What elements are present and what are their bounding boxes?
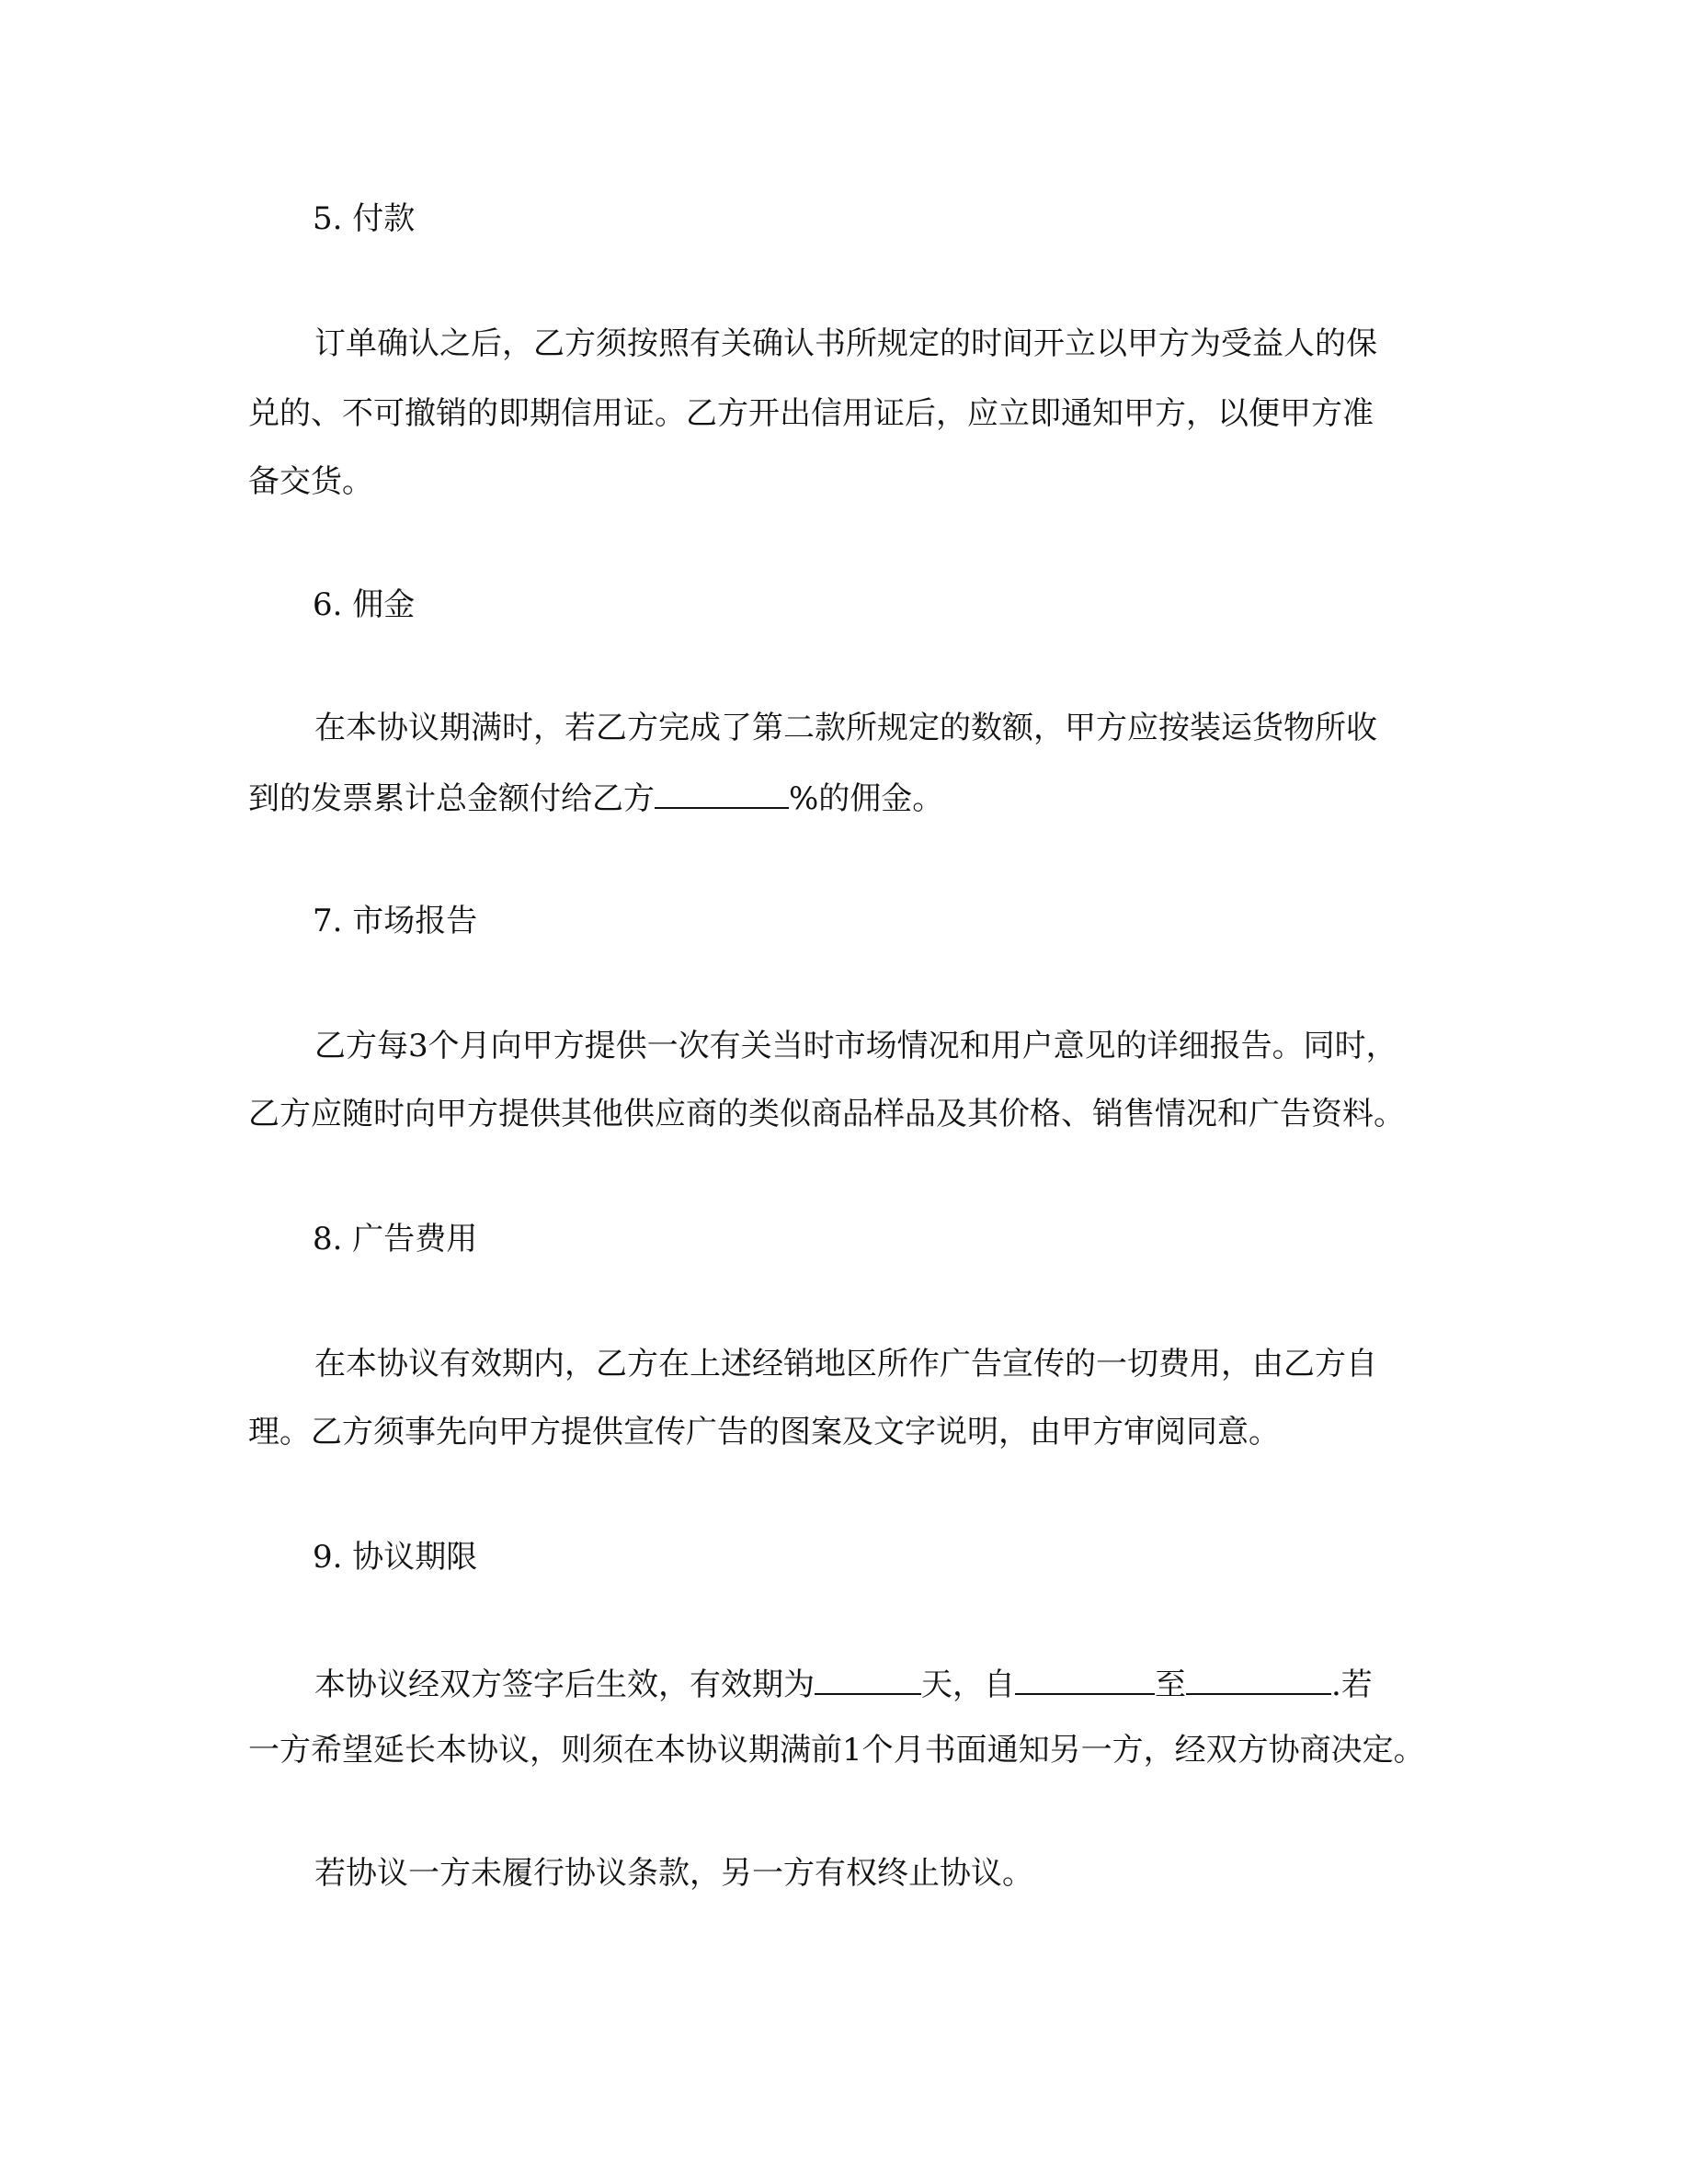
term-text-4: .若 [1331,1666,1373,1703]
advertising-paragraph-line-2: 理。乙方须事先向甲方提供宣传广告的图案及文字说明，由甲方审阅同意。 [248,1414,1280,1450]
commission-paragraph-line-1: 在本协议期满时，若乙方完成了第二款所规定的数额，甲方应按装运货物所收 [314,710,1377,746]
section-heading-term: 9. 协议期限 [313,1539,478,1575]
section-heading-payment: 5. 付款 [313,200,416,237]
commission-text-before: 到的发票累计总金额付给乙方 [248,780,655,817]
termination-paragraph: 若协议一方未履行协议条款，另一方有权终止协议。 [314,1855,1033,1892]
section-heading-commission: 6. 佣金 [313,586,416,623]
market-report-paragraph-line-2: 乙方应随时向甲方提供其他供应商的类似商品样品及其价格、销售情况和广告资料。 [248,1096,1405,1132]
term-start-date-blank [1015,1662,1155,1695]
market-report-paragraph-line-1: 乙方每3个月向甲方提供一次有关当时市场情况和用户意见的详细报告。同时， [314,1028,1397,1064]
commission-text-after: %的佣金。 [789,780,944,817]
advertising-paragraph-line-1: 在本协议有效期内，乙方在上述经销地区所作广告宣传的一切费用，由乙方自 [314,1346,1377,1382]
term-text-3: 至 [1155,1666,1186,1703]
term-end-date-blank [1186,1662,1331,1695]
term-paragraph-line-2: 一方希望延长本协议，则须在本协议期满前1个月书面通知另一方，经双方协商决定。 [248,1732,1425,1769]
payment-paragraph-line-2: 兑的、不可撤销的即期信用证。乙方开出信用证后，应立即通知甲方，以便甲方准 [248,395,1374,432]
payment-paragraph-line-3: 备交货。 [248,463,373,500]
commission-paragraph-line-2 [248,776,1443,819]
section-heading-market-report: 7. 市场报告 [313,903,478,939]
payment-paragraph-line-1: 订单确认之后，乙方须按照有关确认书所规定的时间开立以甲方为受益人的保 [314,325,1377,362]
term-paragraph-line-1 [314,1662,1510,1705]
term-text-1: 本协议经双方签字后生效，有效期为 [314,1666,815,1703]
section-heading-advertising: 8. 广告费用 [313,1221,478,1257]
term-days-blank [815,1662,921,1695]
commission-percent-blank [655,776,789,809]
term-text-2: 天，自 [921,1666,1015,1703]
